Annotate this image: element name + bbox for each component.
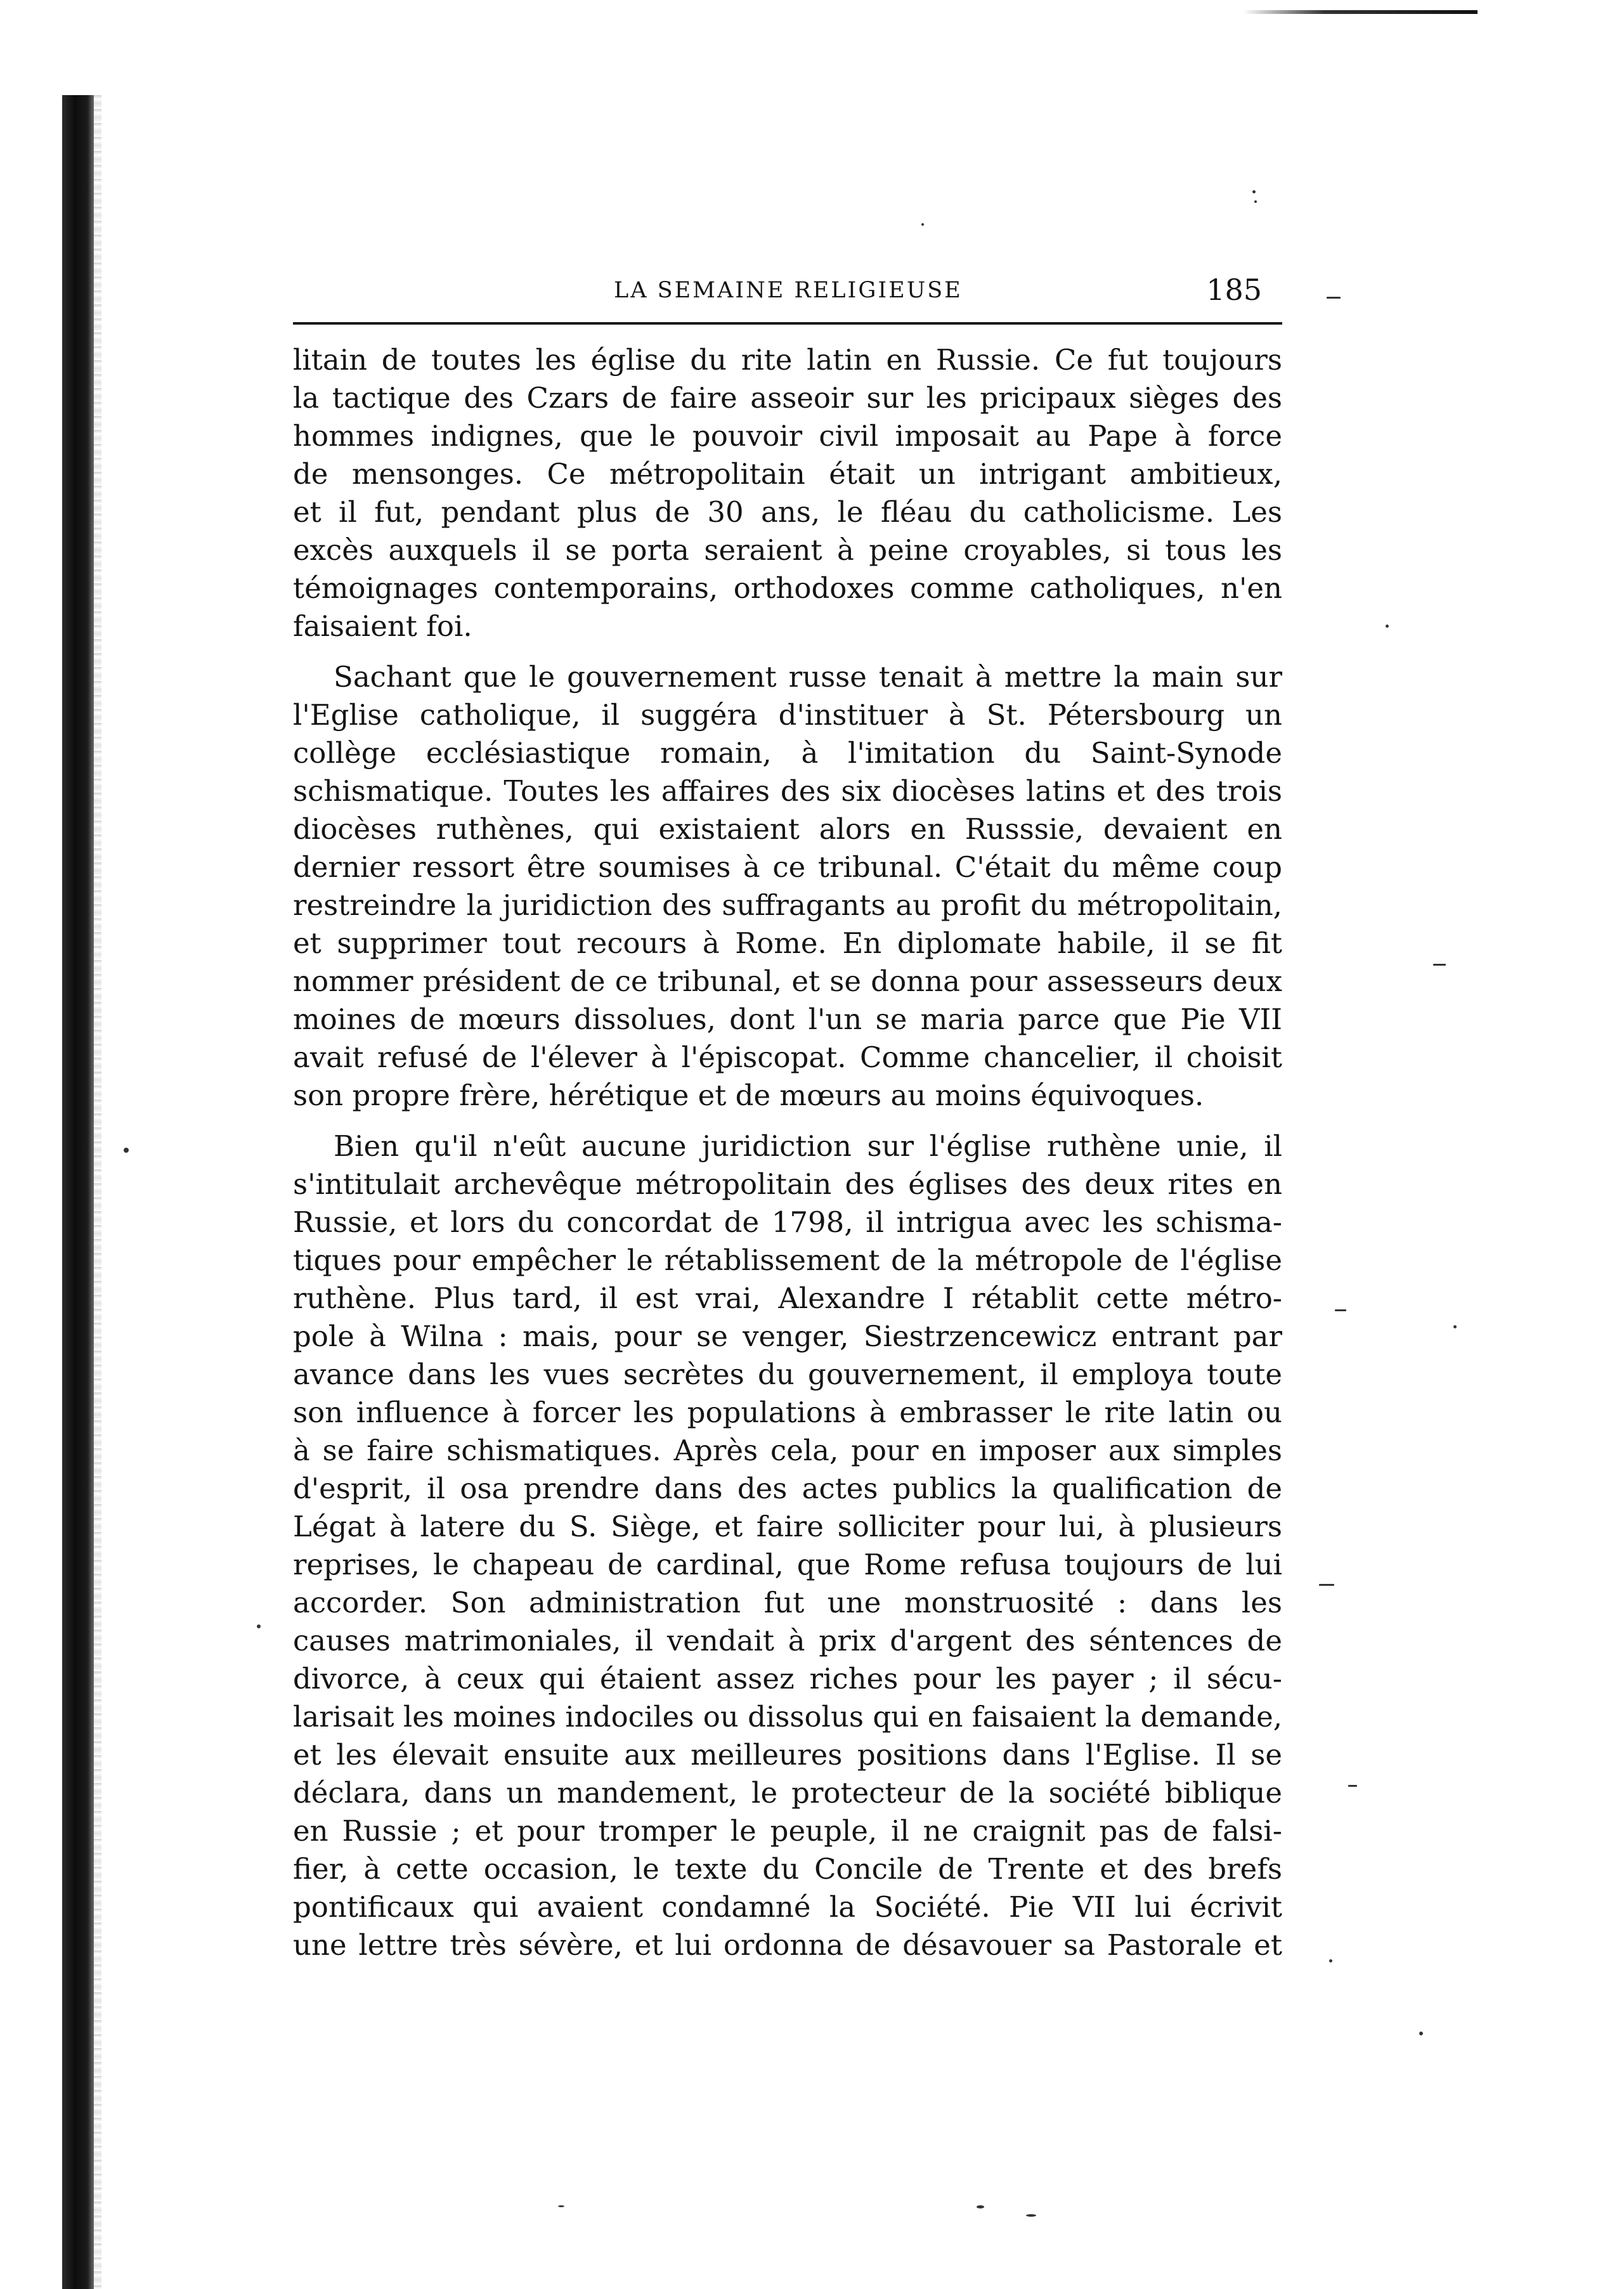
text-line: pontificaux qui avaient condamné la Société. Pie VII lui écrivit — [293, 1890, 1282, 1924]
scan-speck — [124, 1148, 129, 1153]
text-line: et supprimer tout recours à Rome. En diplomate habile, il se fit — [293, 926, 1282, 960]
paragraph-1 — [293, 341, 1282, 645]
text-line: l'Eglise catholique, il suggéra d'instituer à St. Pétersbourg un — [293, 698, 1282, 732]
scan-speck — [1433, 964, 1446, 966]
scan-speck — [1453, 1325, 1457, 1328]
text-line: litain de toutes les église du rite latin en Russie. Ce fut toujours — [293, 343, 1282, 377]
scan-speck — [257, 1624, 261, 1628]
scan-speck — [558, 2205, 564, 2207]
scan-speck — [1252, 190, 1256, 193]
text-line: divorce, à ceux qui étaient assez riches pour les payer ; il sécu- — [293, 1662, 1282, 1696]
text-line: une lettre très sévère, et lui ordonna de désavouer sa Pastorale et — [293, 1928, 1282, 1962]
text-line: et les élevait ensuite aux meilleures positions dans l'Eglise. Il se — [293, 1738, 1282, 1772]
text-line: faisaient foi. — [293, 609, 472, 643]
text-line: dernier ressort être soumises à ce tribunal. C'était du même coup — [293, 850, 1282, 884]
text-line: nommer président de ce tribunal, et se donna pour assesseurs deux — [293, 964, 1282, 998]
text-line: accorder. Son administration fut une monstruosité : dans les — [293, 1586, 1282, 1619]
text-line: causes matrimoniales, il vendait à prix d'argent des séntences de — [293, 1624, 1282, 1657]
scan-artifact — [1243, 10, 1478, 14]
scan-speck — [1419, 2032, 1423, 2035]
page-number: 185 — [1206, 273, 1262, 307]
scan-speck — [1386, 625, 1389, 628]
text-line: son influence à forcer les populations à embrasser le rite latin ou — [293, 1396, 1282, 1429]
text-line: Sachant que le gouvernement russe tenait à mettre la main sur — [334, 660, 1282, 694]
text-line: son propre frère, hérétique et de mœurs au moins équivoques. — [293, 1079, 1204, 1112]
text-line: de mensonges. Ce métropolitain était un intrigant ambitieux, — [293, 457, 1282, 491]
text-line: excès auxquels il se porta seraient à peine croyables, si tous les — [293, 533, 1282, 567]
text-line: restreindre la juridiction des suffragants au profit du métropolitain, — [293, 888, 1282, 922]
scan-speck — [977, 2205, 984, 2208]
text-line: avait refusé de l'élever à l'épiscopat. Comme chancelier, il choisit — [293, 1041, 1282, 1074]
text-line: pole à Wilna : mais, pour se venger, Siestrzencewicz entrant par — [293, 1320, 1282, 1353]
text-line: et il fut, pendant plus de 30 ans, le fléau du catholicisme. Les — [293, 495, 1282, 529]
text-line: schismatique. Toutes les affaires des six diocèses latins et des trois — [293, 774, 1282, 808]
text-line: larisait les moines indociles ou dissolus qui en faisaient la demande, — [293, 1700, 1283, 1734]
header-rule — [293, 322, 1282, 325]
scan-speck — [1335, 1309, 1346, 1311]
text-line: hommes indignes, que le pouvoir civil imposait au Pape à force — [293, 419, 1282, 453]
text-line: d'esprit, il osa prendre dans des actes publics la qualification de — [293, 1472, 1282, 1505]
text-line: la tactique des Czars de faire asseoir sur les pricipaux sièges des — [293, 381, 1282, 415]
text-line: Russie, et lors du concordat de 1798, il intrigua avec les schisma- — [293, 1205, 1282, 1239]
paragraph-2 — [293, 658, 1282, 1115]
text-line: diocèses ruthènes, qui existaient alors en Russsie, devaient en — [293, 812, 1282, 846]
text-line: Bien qu'il n'eût aucune juridiction sur l'église ruthène unie, il — [334, 1129, 1282, 1163]
text-line: en Russie ; et pour tromper le peuple, il ne craignit pas de falsi- — [293, 1814, 1282, 1848]
scan-speck — [1348, 1785, 1357, 1787]
text-line: moines de mœurs dissolues, dont l'un se maria parce que Pie VII — [293, 1002, 1282, 1036]
text-line: déclara, dans un mandement, le protecteur de la société biblique — [293, 1776, 1282, 1810]
text-line: reprises, le chapeau de cardinal, que Rome refusa toujours de lui — [293, 1548, 1282, 1581]
paragraph-3 — [293, 1127, 1282, 1964]
page-header — [292, 273, 1281, 311]
text-line: fier, à cette occasion, le texte du Concile de Trente et des brefs — [293, 1852, 1282, 1886]
text-line: ruthène. Plus tard, il est vrai, Alexandre I rétablit cette métro- — [293, 1281, 1282, 1315]
text-line: avance dans les vues secrètes du gouvernement, il employa toute — [293, 1358, 1282, 1391]
text-line: à se faire schismatiques. Après cela, pour en imposer aux simples — [293, 1434, 1282, 1467]
text-line: collège ecclésiastique romain, à l'imitation du Saint-Synode — [293, 736, 1282, 770]
text-line: s'intitulait archevêque métropolitain des églises des deux rites en — [293, 1167, 1282, 1201]
text-line: témoignages contemporains, orthodoxes comme catholiques, n'en — [293, 571, 1282, 605]
binding-shadow — [94, 95, 101, 2289]
scan-speck — [1327, 297, 1341, 299]
running-title: LA SEMAINE RELIGIEUSE — [614, 278, 963, 303]
scan-speck — [1254, 200, 1257, 203]
scan-speck — [1329, 1959, 1332, 1962]
text-line: tiques pour empêcher le rétablissement de la métropole de l'église — [293, 1243, 1282, 1277]
body-text — [293, 341, 1282, 1964]
scan-speck — [921, 223, 924, 226]
book-binding-edge — [62, 95, 94, 2289]
scan-speck — [1026, 2214, 1036, 2217]
scan-speck — [1319, 1584, 1334, 1586]
text-line: Légat à latere du S. Siège, et faire solliciter pour lui, à plusieurs — [293, 1510, 1282, 1543]
